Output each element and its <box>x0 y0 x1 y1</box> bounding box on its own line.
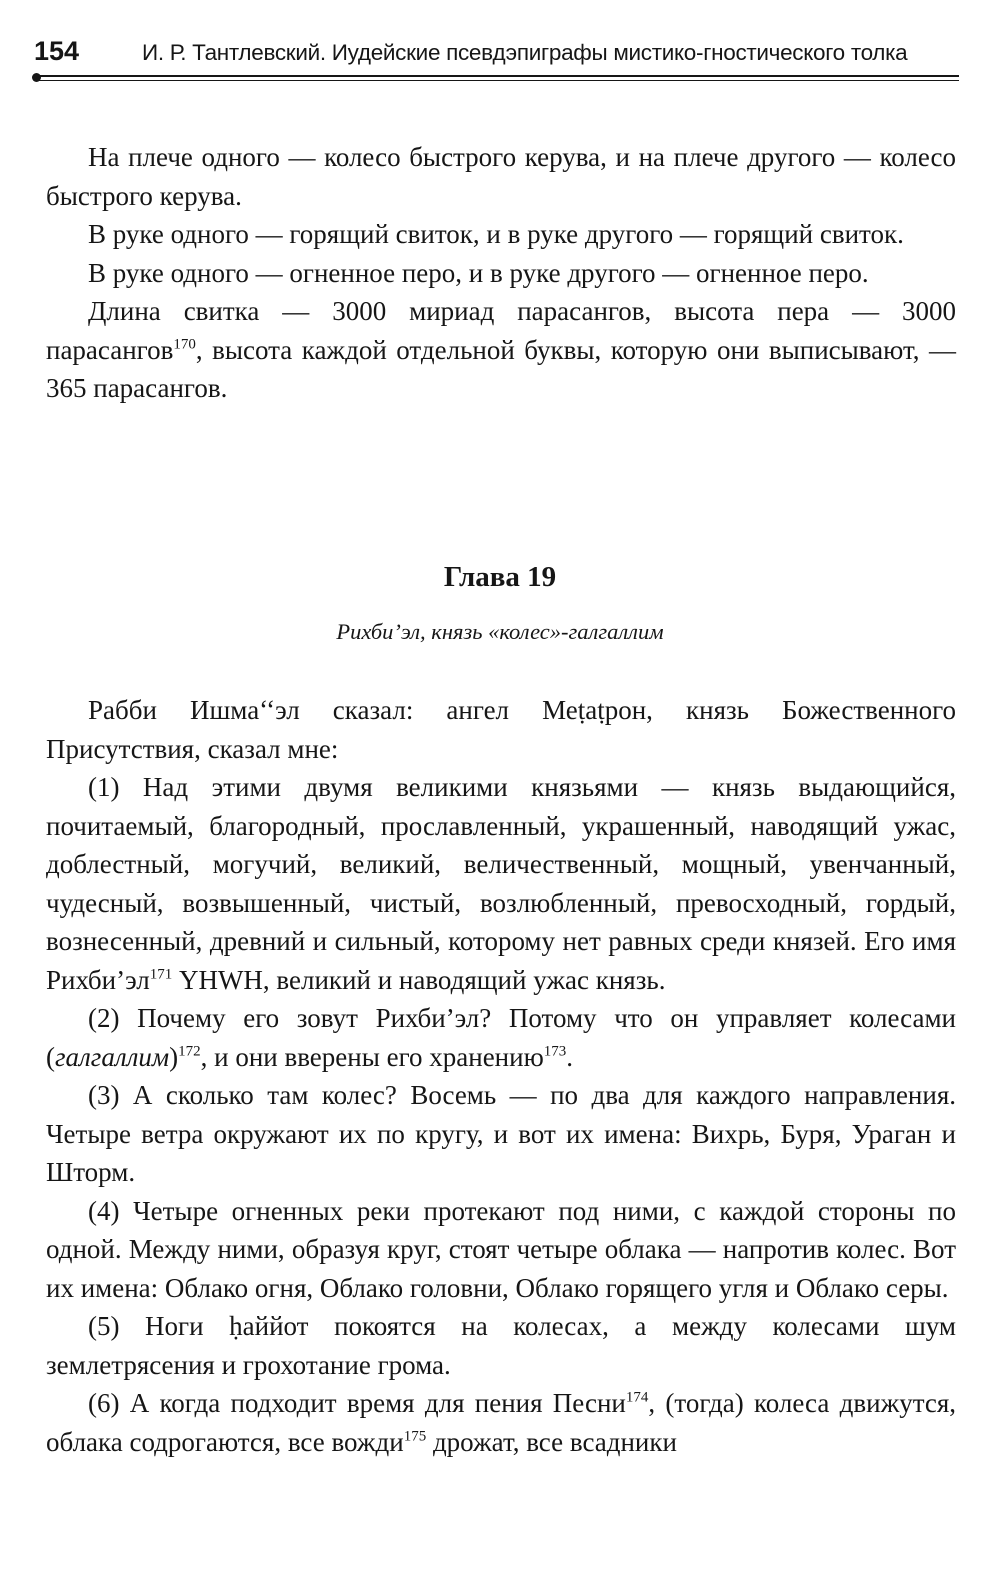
paragraph-1 <box>46 768 956 999</box>
text-run: , высота каждой отдельной буквы, которую они выписывают, — 365 парасангов. <box>46 334 956 403</box>
paragraph-intro: Рабби Ишма‘‘эл сказал: ангел Меṭаṭрон, князь Божественного Присутствия, сказал мне: <box>46 695 956 764</box>
top-text-block <box>46 138 956 408</box>
footnote-ref: 170 <box>173 336 196 352</box>
footnote-ref: 173 <box>543 1043 567 1059</box>
chapter-title: Глава 19 <box>443 561 557 593</box>
page-number: 154 <box>34 36 80 66</box>
paragraph-6 <box>46 1384 956 1461</box>
paragraph: В руке одного — горящий свиток, и в руке другого — горящий свиток. <box>88 219 904 249</box>
footnote-ref: 171 <box>149 966 173 982</box>
text-run: ) <box>169 1041 179 1072</box>
italic-term: галгаллим <box>55 1041 170 1072</box>
text-run: дрожат, все всадники <box>426 1426 677 1457</box>
text-run: (2) Почему его зовут Рихби’эл? Потому что он управляет колесами ( <box>46 1003 956 1072</box>
paragraph-3: (3) А сколько там колес? Восемь — по два для каждого направления. Четыре ветра окружают их по кругу, и вот их имена: Вихрь, Буря, Ураган и Шторм. <box>46 1080 956 1187</box>
chapter-body <box>46 691 956 1461</box>
chapter-subtitle: Рихби’эл, князь «колес»-галгаллим <box>336 619 664 644</box>
paragraph-4: (4) Четыре огненных реки протекают под ними, с каждой стороны по одной. Между ними, образуя круг, стоят четыре облака — напротив колес. Вот их имена: Облако огня, Облако головни, Облако горящего угля и Облако серы. <box>46 1195 956 1303</box>
text-run: YHWH, великий и наводящий ужас князь. <box>172 964 666 995</box>
page-header <box>34 28 959 88</box>
paragraph: На плече одного — колесо быстрого керува, и на плече другого — колесо быстрого керува. <box>46 142 956 211</box>
paragraph: В руке одного — огненное перо, и в руке другого — огненное перо. <box>88 257 869 288</box>
text-run: , и они вверены его хранению <box>200 1041 544 1072</box>
footnote-ref: 175 <box>403 1428 427 1444</box>
text-run: (6) А когда подходит время для пения Песни <box>88 1388 626 1418</box>
header-rule-thick <box>38 75 959 77</box>
text-run: , (тогда) колеса движутся, облака содрогаются, все вожди <box>46 1388 957 1457</box>
text-run: (1) Над этими двумя великими князьями — князь выдающийся, почитаемый, благородный, прославленный, украшенный, наводящий ужас, доблестный, могучий, великий, величественный, мощный, увенчанный, чудесный, возвышенный, чистый, возлюбленный, превосходный, гордый, вознесенный, древний и сильный, которому нет равных среди князей. Его имя Рихби’эл <box>46 772 956 995</box>
running-title: И. Р. Тантлевский. Иудейские псевдэпиграфы мистико-гностического толка <box>142 40 908 65</box>
footnote-ref: 174 <box>625 1389 649 1406</box>
text-run: . <box>566 1041 573 1072</box>
paragraph <box>46 292 956 408</box>
footnote-ref: 172 <box>178 1043 201 1059</box>
paragraph-2 <box>46 999 956 1076</box>
paragraph-5: (5) Ноги ḥаййот покоятся на колесах, а между колесами шум землетрясения и грохотание грома. <box>46 1311 956 1380</box>
text-run: Длина свитка — 3000 мириад парасангов, высота пера — 3000 парасангов <box>46 296 956 365</box>
header-rule-thin <box>38 80 959 81</box>
